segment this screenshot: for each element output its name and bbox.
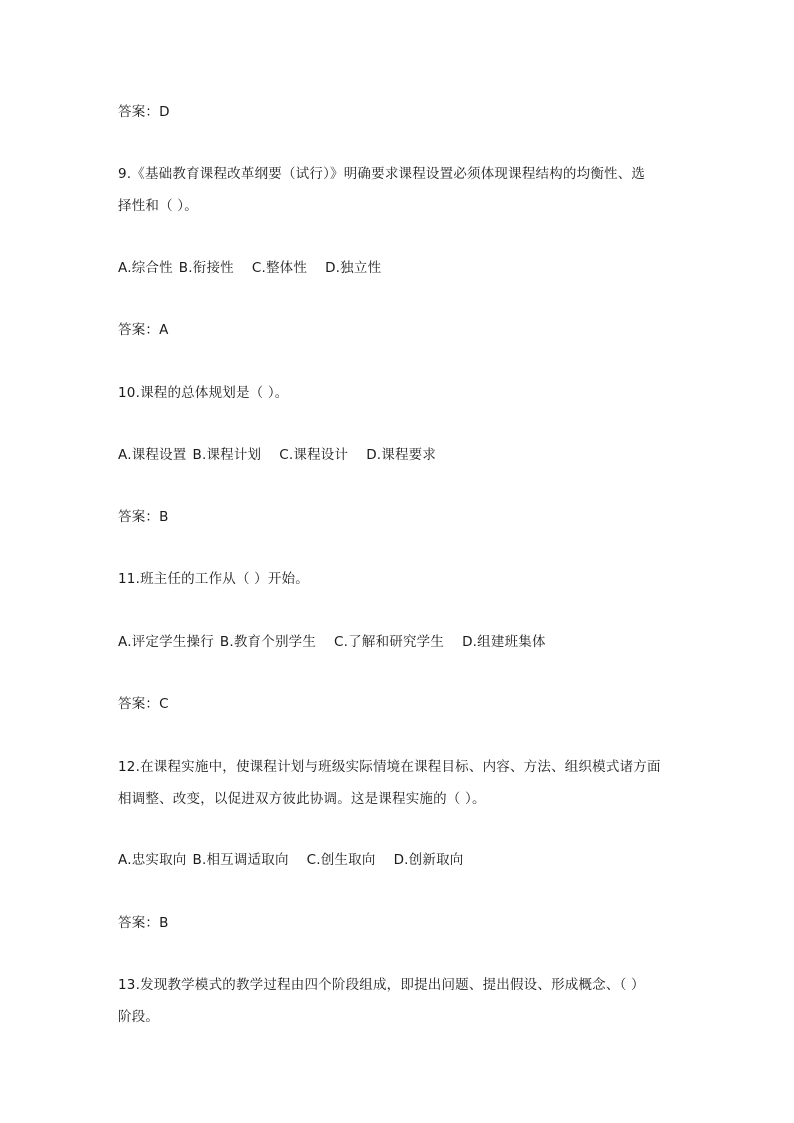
answer-q11: 答案：C [118,696,169,712]
question-10-option-d: D.课程要求 [366,447,437,463]
question-12-stem-line-2: 相调整、改变，以促进双方彼此协调。这是课程实施的（ ）。 [118,791,486,807]
question-9-option-b: B.衔接性 [178,260,234,276]
question-11-option-d: D.组建班集体 [462,634,546,650]
question-9-option-a: A.综合性 [118,260,173,276]
question-13-stem-line-2: 阶段。 [118,1009,160,1025]
question-10-options [118,446,678,464]
question-12-option-c: C.创生取向 [306,852,376,868]
question-10-option-c: C.课程设计 [279,447,349,463]
question-9-options [118,259,678,277]
question-13-stem-line-1: 13.发现教学模式的教学过程由四个阶段组成，即提出问题、提出假设、形成概念、（ ） [118,977,645,993]
answer-q9: 答案：A [118,322,169,338]
question-11-options [118,633,678,651]
question-11-stem-line-1: 11.班主任的工作从（ ）开始。 [118,571,309,587]
question-9-stem-line-2: 择性和（ ）。 [118,198,198,214]
question-12-option-d: D.创新取向 [393,852,464,868]
question-10-option-a: A.课程设置 [118,447,187,463]
question-10-stem-line-1: 10.课程的总体规划是（ ）。 [118,385,289,401]
question-12-stem-line-1: 12.在课程实施中，使课程计划与班级实际情境在课程目标、内容、方法、组织模式诸方面 [118,759,661,775]
question-10-option-b: B.课程计划 [192,447,262,463]
answer-q12: 答案：B [118,915,169,931]
question-12-option-b: B.相互调适取向 [192,852,289,868]
question-12-option-a: A.忠实取向 [118,852,187,868]
question-12-options [118,851,678,869]
question-9-option-c: C.整体性 [251,260,308,276]
question-9-stem-line-1: 9.《基础教育课程改革纲要（试行）》明确要求课程设置必须体现课程结构的均衡性、选 [118,166,646,182]
question-11-option-a: A.评定学生操行 [118,634,214,650]
question-9-option-d: D.独立性 [325,260,382,276]
answer-q8: 答案：D [118,104,170,120]
answer-q10: 答案：B [118,509,169,525]
question-11-option-b: B.教育个别学生 [219,634,317,650]
question-11-option-c: C.了解和研究学生 [334,634,445,650]
